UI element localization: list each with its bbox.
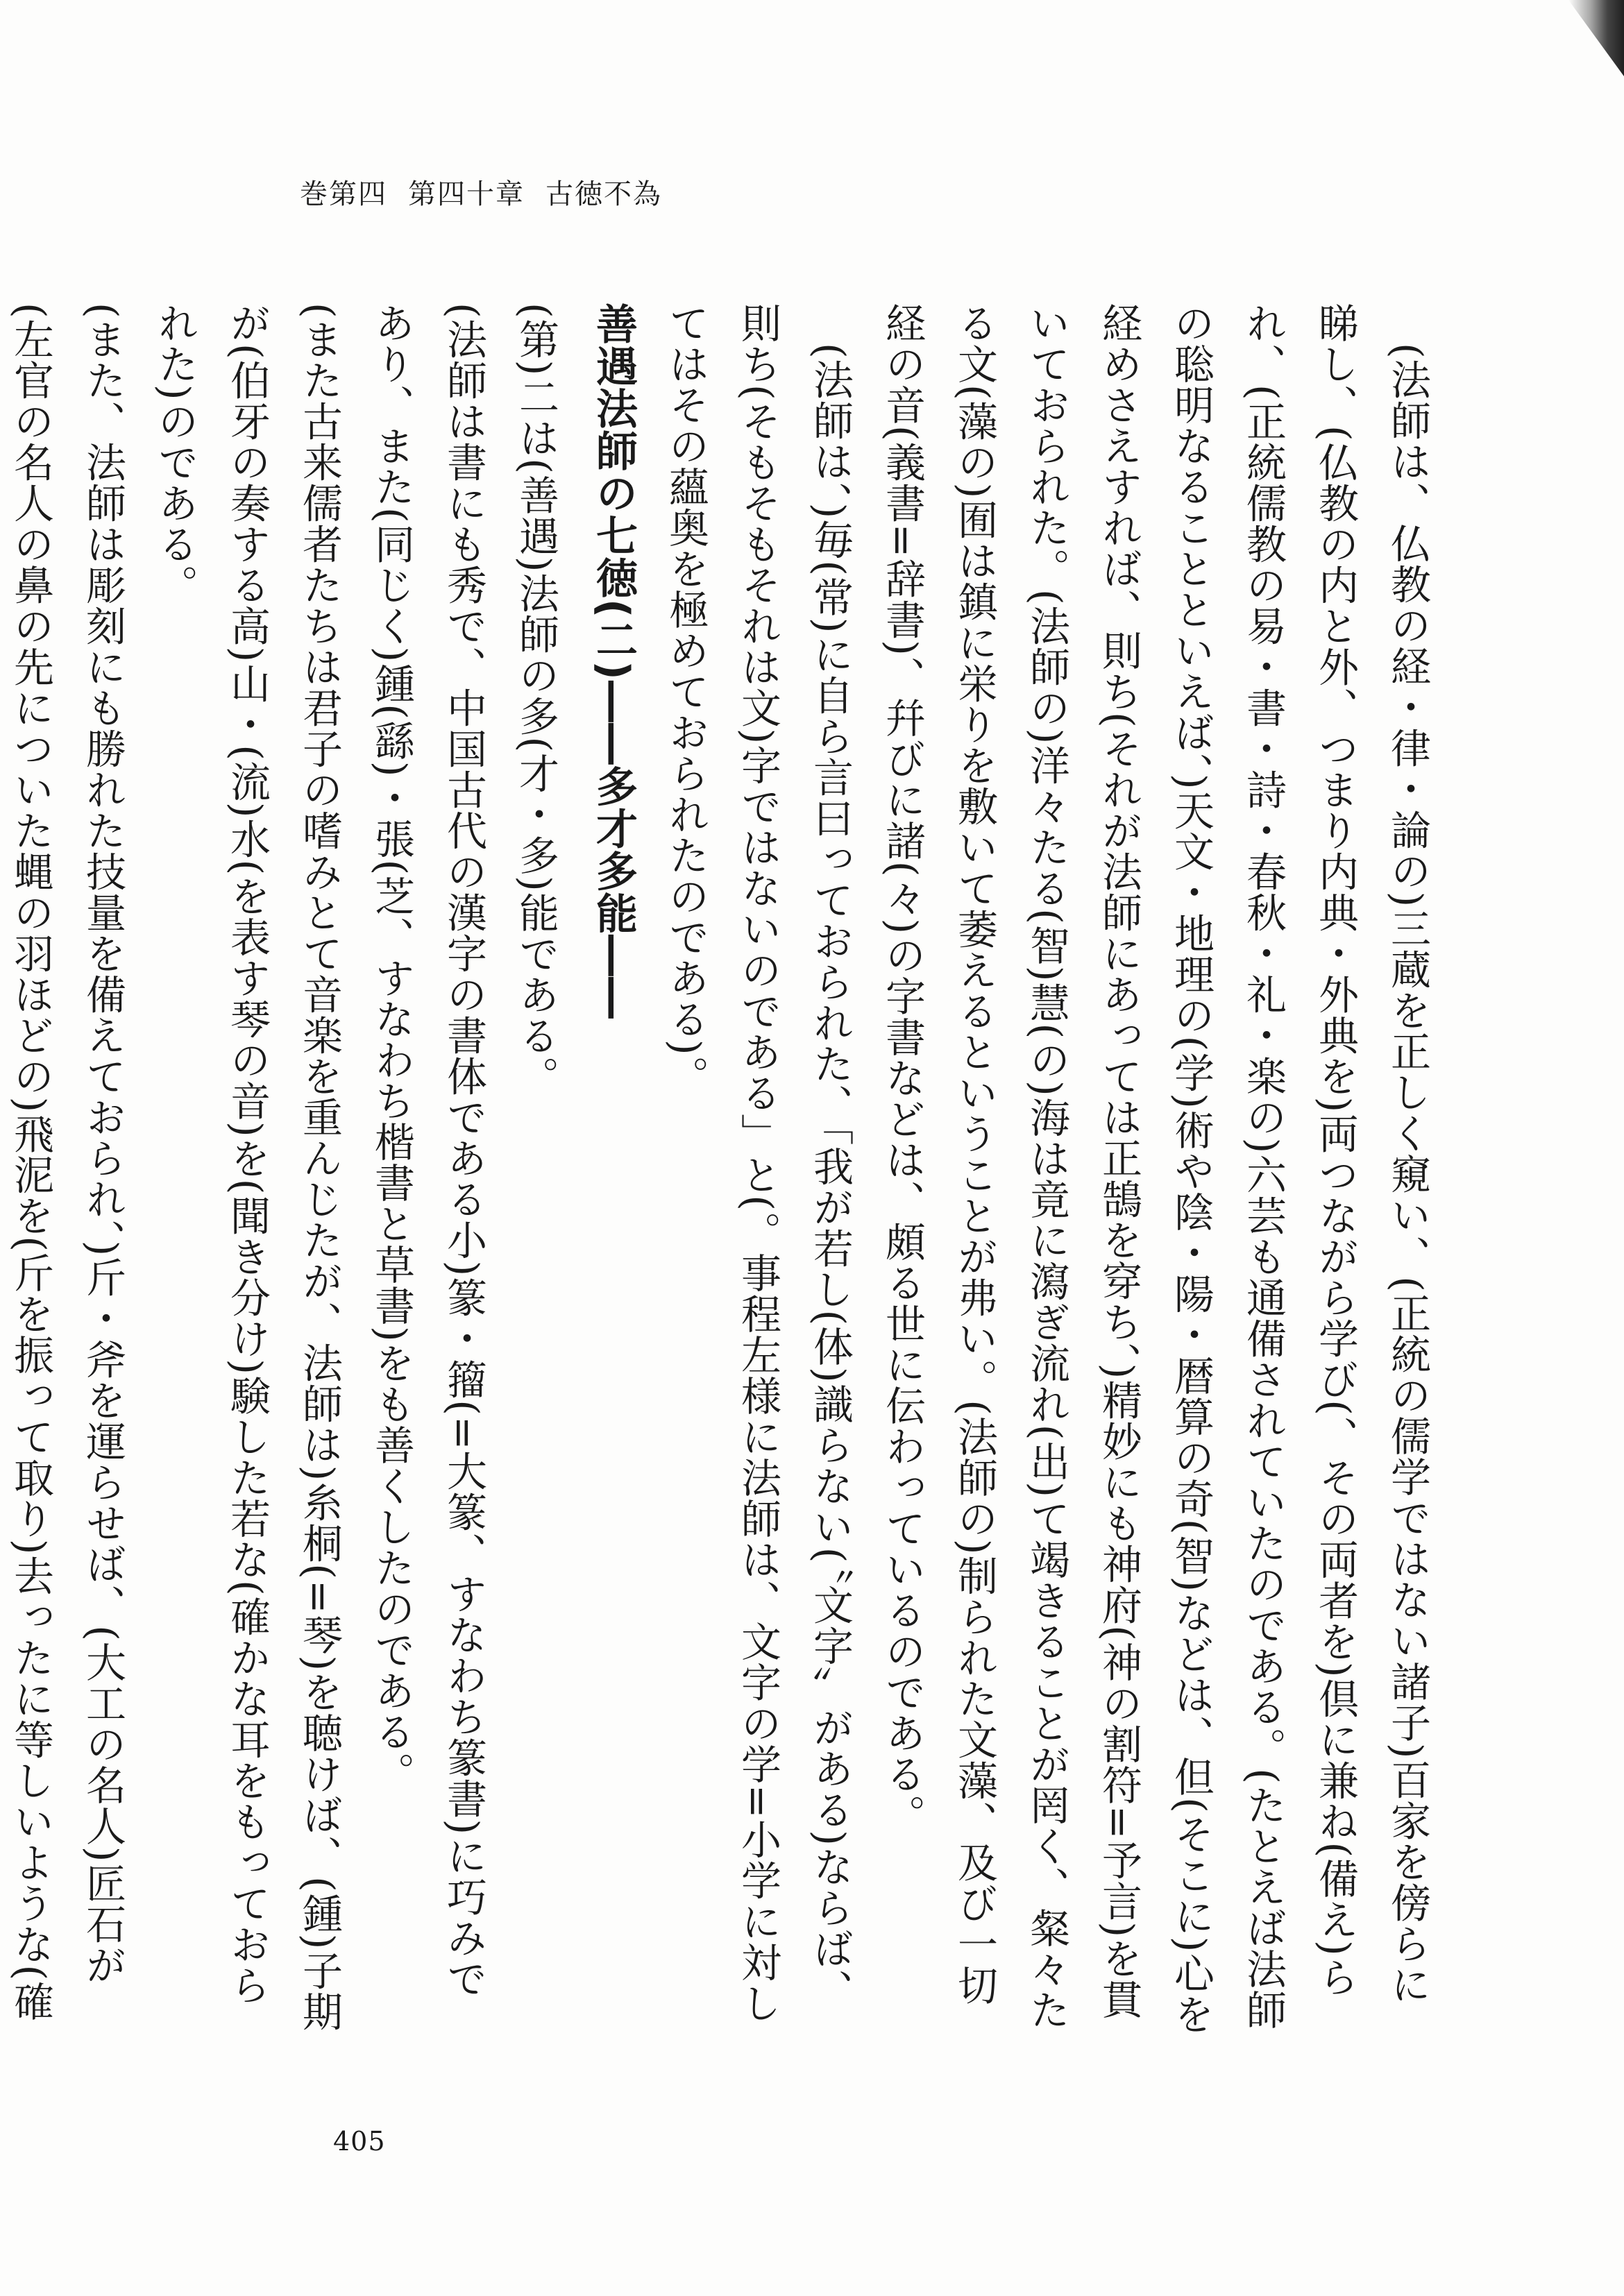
running-head-volume: 巻第四 <box>300 178 387 210</box>
paragraph-music: (また古来儒者たちは君子の嗜みとて音楽を重んじたが、法師は)糸桐(=琴)を聴けば、(鍾)子期が(伯牙の奏する高)山・(流)水(を表す琴の音)を(聞き分け)験した若な(確かな耳をもっておられた)のである。 <box>151 303 343 2032</box>
vertical-body-text <box>7 303 1444 2037</box>
page-number: 405 <box>333 2126 386 2157</box>
running-head-chapter: 第四十章 <box>408 178 525 210</box>
section-heading: 善遇法師の七徳(二)――多才多能―― <box>589 303 638 1019</box>
binding-shadow <box>1568 0 1624 76</box>
running-head <box>300 172 683 212</box>
paragraph-carving: (また、法師は彫刻にも勝れた技量を備えておられ、)斤・斧を運らせば、(大工の名人)匠石が(左官の名人の鼻の先についた蝿の羽ほどの)飛泥を(斤を振って取り)去ったに等しいような(確 <box>7 303 126 2023</box>
running-head-title: 古徳不為 <box>545 178 662 210</box>
paragraph-calligraphy: (法師は書にも秀で、中国古代の漢字の書体である小)篆・籀(=大篆、すなわち篆書)に巧みであり、また(同じく)鍾(繇)・張(芝、すなわち楷書と草書)をも善くしたのである。 <box>368 303 487 2000</box>
paragraph-tasai: (第)二は(善遇)法師の多(才・多)能である。 <box>512 303 559 1097</box>
paragraph-moji: (法師は、)毎(常)に自ら言曰っておられた、「我が若し(体)識らない(〝文字〟がある)ならば、則ち(そもそもそれは文)字ではないのである」と(。事程左様に法師は、文字の学=小学に対してはその蘊奥を極めておられたのである)。 <box>662 303 854 2024</box>
paragraph-sanzo: (法師は、仏教の経・律・論の)三蔵を正しく窺い、(正統の儒学ではない諸子)百家を傍らに睇し、(仏教の内と外、つまり内典・外典を)両つながら学び(、その両者を)倶に兼ね(備え)られ、(正統儒教の易・書・詩・春秋・礼・楽の)六芸も通備されていたのである。(たとえば法師の聡明なることといえば、)天文・地理の(学)術や陰・陽・暦算の奇(智)などは、但(そこに)心を経めさえすれば、則ち(それが法師にあっては正鵠を穿ち、)精妙にも神府(神の割符=予言)を貫いておられた。(法師の)洋々たる(智)慧(の)海は竟に瀉ぎ流れ(出)て竭きることが罔く、粲々たる文(藻の)囿は鎮に栄りを敷いて萎えるということが弗い。(法師の)制られた文藻、及び一切経の音(義書=辞書)、幷びに諸(々)の字書などは、頗る世に伝わっているのである。 <box>879 303 1431 2035</box>
